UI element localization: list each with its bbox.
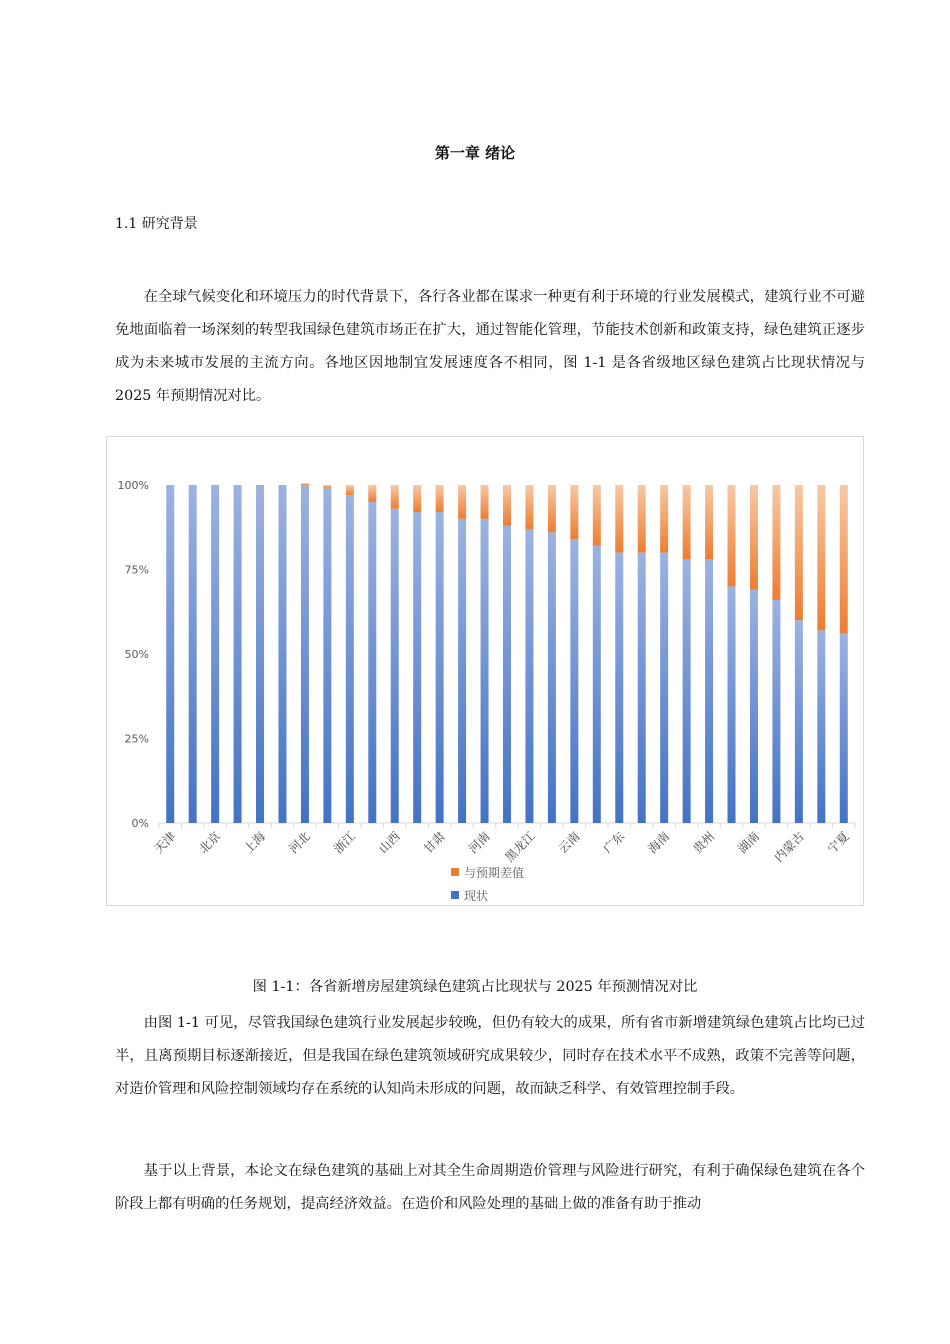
x-category-label: 宁夏: [825, 829, 852, 857]
bar-current: [593, 546, 601, 823]
bar-current: [346, 495, 354, 823]
bar-gap: [840, 485, 848, 634]
bar-current: [570, 539, 578, 823]
x-category-label: 云南: [555, 829, 583, 857]
bar-current: [728, 586, 736, 823]
bar-current: [234, 485, 242, 823]
bar-current: [615, 553, 623, 823]
bar-gap: [705, 485, 713, 559]
figure-caption: 图 1-1：各省新增房屋建筑绿色建筑占比现状与 2025 年预测情况对比: [252, 979, 698, 995]
bar-current: [323, 488, 331, 823]
bar-current: [278, 485, 286, 823]
bar-current: [660, 553, 668, 823]
stacked-bar-chart: [107, 437, 865, 907]
legend-label: 现状: [464, 889, 489, 903]
bar-current: [503, 526, 511, 823]
bar-current: [166, 485, 174, 823]
x-category-label: 内蒙古: [771, 829, 807, 865]
bar-current: [525, 529, 533, 823]
x-category-label: 天津: [151, 829, 179, 857]
bar-gap: [481, 485, 489, 519]
bar-current: [256, 485, 264, 823]
bar-gap: [323, 485, 331, 488]
bar-gap: [817, 485, 825, 630]
x-category-label: 北京: [196, 829, 224, 857]
paragraph-background: 基于以上背景，本论文在绿色建筑的基础上对其全生命周期造价管理与风险进行研究，有利于确保绿色建筑在各个阶段上都有明确的任务规划，提高经济效益。在造价和风险处理的基础上做的准备有助于推动: [115, 1163, 865, 1212]
bar-current: [413, 512, 421, 823]
bar-gap: [615, 485, 623, 553]
bar-current: [301, 485, 309, 823]
bar-gap: [436, 485, 444, 512]
x-category-label: 河北: [286, 829, 314, 857]
x-category-label: 河南: [465, 829, 493, 857]
bar-gap: [683, 485, 691, 559]
bar-gap: [638, 485, 646, 553]
bar-gap: [772, 485, 780, 600]
bar-current: [750, 590, 758, 823]
bar-gap: [301, 483, 309, 485]
bar-current: [705, 559, 713, 823]
bar-gap: [750, 485, 758, 590]
x-category-label: 黑龙江: [502, 829, 538, 865]
bar-gap: [548, 485, 556, 532]
bar-current: [772, 600, 780, 823]
section-title: 1.1 研究背景: [115, 216, 198, 232]
bar-gap: [413, 485, 421, 512]
bar-current: [189, 485, 197, 823]
y-tick-label: 50%: [124, 648, 149, 661]
legend-label: 与预期差值: [464, 866, 525, 880]
bar-current: [481, 519, 489, 823]
bar-current: [795, 620, 803, 823]
paragraph-intro: 在全球气候变化和环境压力的时代背景下，各行各业都在谋求一种更有利于环境的行业发展模式，建筑行业不可避免地面临着一场深刻的转型我国绿色建筑市场正在扩大，通过智能化管理，节能技术创新和政策支持，绿色建筑正逐步成为未来城市发展的主流方向。各地区因地制宜发展速度各不相同，图 1-1 是各省级地区绿色建筑占比现状情况与 2025 年预期情况对比。: [115, 289, 865, 404]
x-category-label: 广东: [600, 829, 628, 857]
x-category-label: 甘肃: [420, 829, 448, 857]
y-tick-label: 75%: [124, 563, 149, 577]
bar-current: [458, 519, 466, 823]
paragraph-analysis: 由图 1-1 可见，尽管我国绿色建筑行业发展起步较晚，但仍有较大的成果，所有省市新增建筑绿色建筑占比均已过半，且离预期目标逐渐接近，但是我国在绿色建筑领域研究成果较少，同时存在技术水平不成熟，政策不完善等问题，对造价管理和风险控制领域均存在系统的认知尚未形成的问题，故而缺乏科学、有效管理控制手段。: [115, 1015, 865, 1097]
bar-gap: [660, 485, 668, 553]
bar-current: [436, 512, 444, 823]
bar-current: [548, 532, 556, 823]
y-tick-label: 25%: [124, 732, 149, 746]
y-tick-label: 100%: [117, 479, 149, 492]
bar-gap: [391, 485, 399, 509]
bar-gap: [525, 485, 533, 529]
bar-gap: [593, 485, 601, 546]
bar-current: [391, 509, 399, 823]
legend-swatch: [451, 868, 459, 876]
bar-gap: [368, 485, 376, 502]
bar-gap: [795, 485, 803, 620]
bar-current: [211, 485, 219, 823]
bar-gap: [728, 485, 736, 586]
bar-gap: [503, 485, 511, 526]
bar-gap: [458, 485, 466, 519]
legend-swatch: [451, 891, 459, 899]
bar-current: [817, 630, 825, 823]
bar-gap: [346, 485, 354, 495]
x-category-label: 上海: [241, 829, 269, 857]
bar-current: [840, 634, 848, 823]
y-tick-label: 0%: [131, 817, 149, 830]
chapter-title: 第一章 绪论: [434, 144, 516, 162]
bar-current: [368, 502, 376, 823]
x-category-label: 山西: [375, 829, 403, 857]
chart-container: [106, 436, 864, 906]
x-category-label: 湖南: [735, 829, 763, 857]
x-category-label: 海南: [645, 829, 673, 857]
bar-current: [683, 559, 691, 823]
bar-gap: [570, 485, 578, 539]
x-category-label: 浙江: [331, 829, 358, 857]
x-category-label: 贵州: [690, 829, 718, 857]
bar-current: [638, 553, 646, 823]
